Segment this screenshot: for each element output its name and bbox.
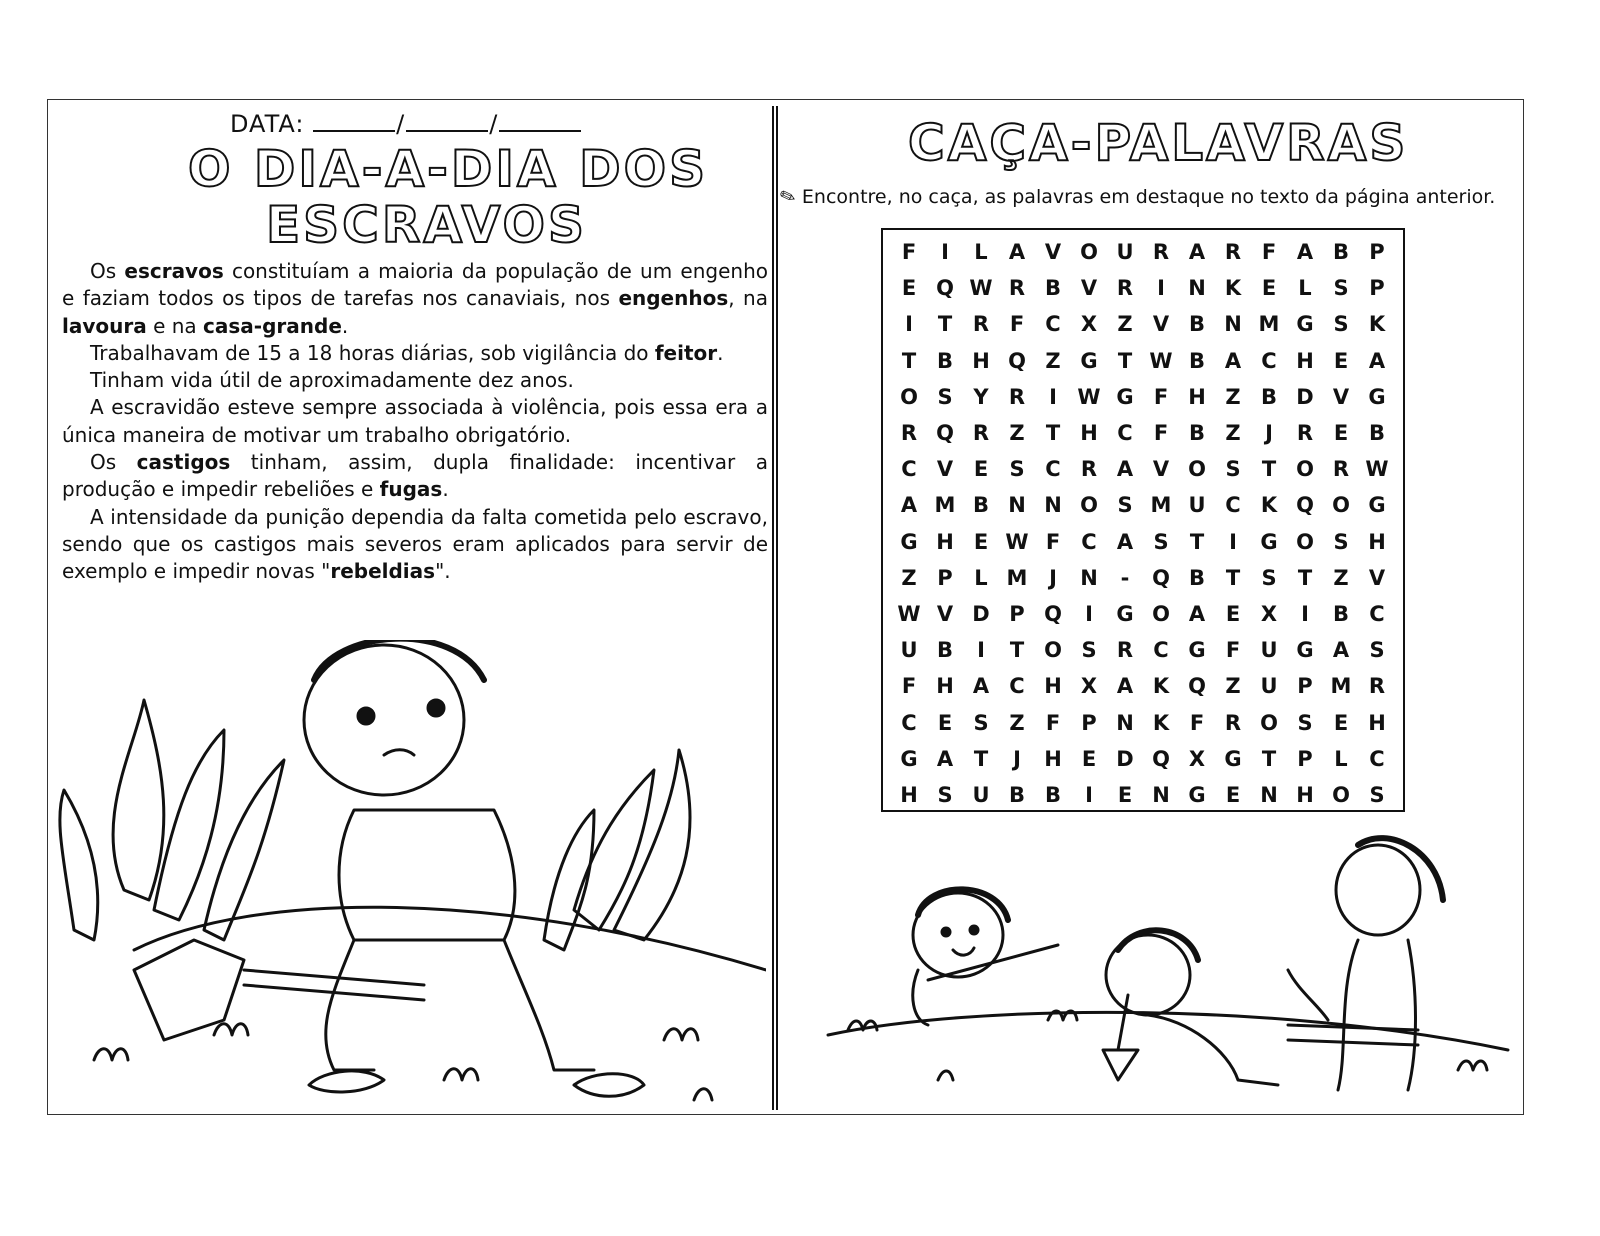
grid-letter[interactable]: W <box>1365 457 1389 482</box>
grid-letter[interactable]: I <box>1157 276 1165 301</box>
grid-row <box>891 777 1395 813</box>
grid-letter[interactable]: A <box>936 746 954 771</box>
grid-row <box>891 234 1395 270</box>
grid-letter[interactable]: K <box>1152 674 1170 699</box>
grid-row <box>891 343 1395 379</box>
grid-letter[interactable]: Y <box>973 384 989 409</box>
grid-row <box>891 415 1395 451</box>
grid-letter[interactable]: H <box>1044 674 1062 699</box>
grid-letter[interactable]: A <box>900 493 918 518</box>
grid-letter[interactable]: V <box>1152 312 1170 337</box>
grid-letter[interactable]: O <box>1188 457 1206 482</box>
grid-letter[interactable]: V <box>1368 565 1386 590</box>
grid-letter[interactable]: G <box>900 746 918 771</box>
grid-letter[interactable]: E <box>1117 782 1133 807</box>
highlight-word: fugas <box>379 477 443 502</box>
grid-letter[interactable]: L <box>1334 746 1348 771</box>
grid-letter[interactable]: B <box>1188 421 1205 446</box>
grid-letter[interactable]: R <box>1152 240 1170 265</box>
grid-letter[interactable]: B <box>1332 240 1349 265</box>
grid-letter[interactable]: G <box>1116 601 1134 626</box>
grid-letter[interactable]: O <box>1332 782 1350 807</box>
grid-letter[interactable]: C <box>1153 638 1169 663</box>
grid-letter[interactable]: A <box>1116 529 1134 554</box>
grid-letter[interactable]: H <box>936 674 954 699</box>
grid-letter[interactable]: H <box>1368 710 1386 735</box>
grid-letter[interactable]: N <box>1044 493 1062 518</box>
grid-letter[interactable]: O <box>1080 493 1098 518</box>
grid-letter[interactable]: S <box>1333 276 1349 301</box>
grid-letter[interactable]: X <box>1080 312 1098 337</box>
grid-letter[interactable]: T <box>1261 746 1277 771</box>
grid-letter[interactable]: U <box>1260 674 1278 699</box>
grid-letter[interactable]: T <box>901 348 917 373</box>
grid-letter[interactable]: B <box>1260 384 1277 409</box>
grid-letter[interactable]: G <box>1296 312 1314 337</box>
grid-letter[interactable]: A <box>1368 348 1386 373</box>
grid-letter[interactable]: P <box>1081 710 1097 735</box>
grid-letter[interactable]: E <box>901 276 917 301</box>
worksheet <box>47 99 1524 1115</box>
grid-letter[interactable]: X <box>1188 746 1206 771</box>
grid-letter[interactable]: U <box>1260 638 1278 663</box>
grid-letter[interactable]: W <box>969 276 993 301</box>
grid-letter[interactable]: S <box>937 384 953 409</box>
highlight-word: feitor <box>654 340 718 365</box>
grid-letter[interactable]: F <box>1045 710 1061 735</box>
grid-letter[interactable]: E <box>1261 276 1277 301</box>
grid-letter[interactable]: G <box>900 529 918 554</box>
grid-letter[interactable]: U <box>900 638 918 663</box>
grid-letter[interactable]: T <box>1189 529 1205 554</box>
grid-letter[interactable]: A <box>1188 601 1206 626</box>
grid-row <box>891 524 1395 560</box>
grid-letter[interactable]: R <box>1008 276 1026 301</box>
grid-letter[interactable]: G <box>1368 493 1386 518</box>
grid-letter[interactable]: G <box>1188 638 1206 663</box>
grid-letter[interactable]: P <box>1297 674 1313 699</box>
grid-letter[interactable]: B <box>1188 348 1205 373</box>
grid-letter[interactable]: C <box>1009 674 1025 699</box>
grid-letter[interactable]: J <box>1049 565 1057 590</box>
grid-letter[interactable]: T <box>1045 421 1061 446</box>
grid-letter[interactable]: Z <box>1225 384 1241 409</box>
grid-letter[interactable]: R <box>1224 240 1242 265</box>
grid-letter[interactable]: A <box>1008 240 1026 265</box>
page-title-line1: O DIA-A-DIA DOS <box>188 140 709 198</box>
grid-letter[interactable]: N <box>1152 782 1170 807</box>
grid-letter[interactable]: W <box>897 601 921 626</box>
grid-letter[interactable]: G <box>1188 782 1206 807</box>
grid-letter[interactable]: O <box>1296 457 1314 482</box>
highlight-word: lavoura <box>62 313 147 338</box>
grid-letter[interactable]: V <box>936 601 954 626</box>
grid-letter[interactable]: U <box>1188 493 1206 518</box>
grid-letter[interactable]: G <box>1080 348 1098 373</box>
grid-letter[interactable]: S <box>1261 565 1277 590</box>
date-separator: / <box>396 110 406 138</box>
grid-letter[interactable]: Q <box>1008 348 1026 373</box>
grid-letter[interactable]: L <box>974 240 988 265</box>
grid-letter[interactable]: A <box>1116 674 1134 699</box>
grid-letter[interactable]: S <box>1297 710 1313 735</box>
instruction-text: ✎ Encontre, no caça, as palavras em destaque no texto da página anterior. <box>776 183 1496 211</box>
grid-letter[interactable]: F <box>1153 421 1169 446</box>
grid-letter[interactable]: V <box>1080 276 1098 301</box>
grid-letter[interactable]: B <box>1188 312 1205 337</box>
grid-letter[interactable]: Z <box>1225 674 1241 699</box>
grid-row <box>891 379 1395 415</box>
grid-letter[interactable]: F <box>1153 384 1169 409</box>
grid-letter[interactable]: I <box>1049 384 1057 409</box>
grid-letter[interactable]: C <box>1045 312 1061 337</box>
grid-letter[interactable]: R <box>900 421 918 446</box>
reading-text <box>62 258 768 586</box>
grid-letter[interactable]: T <box>1261 457 1277 482</box>
grid-letter[interactable]: V <box>1152 457 1170 482</box>
grid-letter[interactable]: W <box>1077 384 1101 409</box>
grid-letter[interactable]: S <box>1153 529 1169 554</box>
grid-letter[interactable]: M <box>934 493 956 518</box>
grid-letter[interactable]: N <box>1116 710 1134 735</box>
grid-letter[interactable]: Q <box>1152 565 1170 590</box>
grid-letter[interactable]: T <box>1225 565 1241 590</box>
grid-letter[interactable]: H <box>1188 384 1206 409</box>
grid-row <box>891 487 1395 523</box>
grid-letter[interactable]: I <box>977 638 985 663</box>
grid-letter[interactable]: E <box>1225 782 1241 807</box>
grid-letter[interactable]: S <box>1009 457 1025 482</box>
grid-letter[interactable]: B <box>972 493 989 518</box>
grid-letter[interactable]: A <box>1296 240 1314 265</box>
grid-letter[interactable]: E <box>1225 601 1241 626</box>
grid-letter[interactable]: M <box>1330 674 1352 699</box>
grid-letter[interactable]: R <box>1008 384 1026 409</box>
grid-letter[interactable]: S <box>1117 493 1133 518</box>
date-line <box>230 108 581 138</box>
grid-letter[interactable]: G <box>1260 529 1278 554</box>
grid-letter[interactable]: P <box>1009 601 1025 626</box>
grid-letter[interactable]: B <box>1044 276 1061 301</box>
grid-letter[interactable]: C <box>1261 348 1277 373</box>
grid-letter[interactable]: U <box>1116 240 1134 265</box>
grid-letter[interactable]: S <box>1369 782 1385 807</box>
grid-letter[interactable]: C <box>1117 421 1133 446</box>
grid-letter[interactable]: D <box>1296 384 1314 409</box>
grid-letter[interactable]: K <box>1152 710 1170 735</box>
grid-letter[interactable]: J <box>1013 746 1021 771</box>
grid-letter[interactable]: S <box>1225 457 1241 482</box>
grid-letter[interactable]: Z <box>1333 565 1349 590</box>
grid-letter[interactable]: I <box>1085 782 1093 807</box>
grid-letter[interactable]: M <box>1006 565 1028 590</box>
grid-letter[interactable]: O <box>1296 529 1314 554</box>
grid-row <box>891 560 1395 596</box>
grid-letter[interactable]: H <box>972 348 990 373</box>
grid-letter[interactable]: R <box>1116 276 1134 301</box>
grid-letter[interactable]: G <box>1224 746 1242 771</box>
grid-row <box>891 306 1395 342</box>
highlight-word: engenhos <box>618 286 729 311</box>
grid-letter[interactable]: Z <box>1225 421 1241 446</box>
grid-letter[interactable]: N <box>1080 565 1098 590</box>
paragraph-3: Tinham vida útil de aproximadamente dez anos. <box>90 368 574 393</box>
grid-letter[interactable]: F <box>1189 710 1205 735</box>
grid-letter[interactable]: B <box>1044 782 1061 807</box>
grid-letter[interactable]: L <box>974 565 988 590</box>
grid-letter[interactable]: H <box>900 782 918 807</box>
grid-row <box>891 451 1395 487</box>
grid-letter[interactable]: P <box>1369 276 1385 301</box>
grid-row <box>891 704 1395 740</box>
grid-letter[interactable]: E <box>937 710 953 735</box>
grid-letter[interactable]: V <box>1332 384 1350 409</box>
grid-letter[interactable]: E <box>973 529 989 554</box>
paragraph-1: Os escravos constituíam a maioria da população de um engenho e faziam todos os tipos de tarefas nos canaviais, nos engenhos, na lavoura e na casa-grande. <box>62 259 768 338</box>
grid-letter[interactable]: T <box>973 746 989 771</box>
grid-letter[interactable]: F <box>1261 240 1277 265</box>
grid-letter[interactable]: O <box>1260 710 1278 735</box>
grid-letter[interactable]: R <box>1224 710 1242 735</box>
grid-letter[interactable]: - <box>1120 565 1130 590</box>
date-year-blank[interactable] <box>499 108 581 132</box>
grid-letter[interactable]: T <box>1009 638 1025 663</box>
grid-letter[interactable]: B <box>1188 565 1205 590</box>
grid-letter[interactable]: C <box>1369 746 1385 771</box>
grid-letter[interactable]: C <box>1225 493 1241 518</box>
grid-row <box>891 632 1395 668</box>
date-month-blank[interactable] <box>406 108 488 132</box>
grid-letter[interactable]: O <box>1080 240 1098 265</box>
grid-letter[interactable]: H <box>936 529 954 554</box>
grid-letter[interactable]: O <box>1332 493 1350 518</box>
highlight-word: casa-grande <box>203 313 342 338</box>
grid-letter[interactable]: H <box>1296 782 1314 807</box>
grid-letter[interactable]: A <box>1116 457 1134 482</box>
grid-letter[interactable]: T <box>1117 348 1133 373</box>
grid-letter[interactable]: O <box>1044 638 1062 663</box>
grid-letter[interactable]: B <box>936 348 953 373</box>
grid-letter[interactable]: M <box>1150 493 1172 518</box>
children-digging-illustration <box>818 820 1518 1110</box>
highlight-word: escravos <box>124 259 224 283</box>
grid-letter[interactable]: C <box>1045 457 1061 482</box>
grid-letter[interactable]: A <box>1224 348 1242 373</box>
grid-letter[interactable]: R <box>1296 421 1314 446</box>
grid-letter[interactable]: R <box>1116 638 1134 663</box>
grid-letter[interactable]: I <box>1301 601 1309 626</box>
grid-letter[interactable]: Q <box>1296 493 1314 518</box>
grid-letter[interactable]: V <box>936 457 954 482</box>
pencil-icon: ✎ <box>776 183 800 211</box>
grid-letter[interactable]: G <box>1368 384 1386 409</box>
grid-letter[interactable]: D <box>972 601 990 626</box>
grid-letter[interactable]: R <box>1332 457 1350 482</box>
date-label: DATA: <box>230 110 305 138</box>
word-search-grid[interactable] <box>881 228 1405 812</box>
grid-letter[interactable]: E <box>1333 421 1349 446</box>
grid-letter[interactable]: Z <box>901 565 917 590</box>
grid-letter[interactable]: B <box>1008 782 1025 807</box>
word-search-title: CAÇA-PALAVRAS <box>908 114 1409 172</box>
grid-letter[interactable]: R <box>1368 674 1386 699</box>
grid-letter[interactable]: B <box>936 638 953 663</box>
grid-letter[interactable]: L <box>1298 276 1312 301</box>
grid-letter[interactable]: F <box>901 240 917 265</box>
grid-letter[interactable]: C <box>1369 601 1385 626</box>
grid-letter[interactable]: N <box>1008 493 1026 518</box>
grid-letter[interactable]: S <box>1081 638 1097 663</box>
grid-letter[interactable]: Q <box>936 276 954 301</box>
grid-letter[interactable]: C <box>901 457 917 482</box>
date-separator: / <box>489 110 499 138</box>
grid-letter[interactable]: F <box>1009 312 1025 337</box>
grid-letter[interactable]: E <box>1081 746 1097 771</box>
grid-letter[interactable]: F <box>1225 638 1241 663</box>
grid-letter[interactable]: G <box>1116 384 1134 409</box>
grid-row <box>891 596 1395 632</box>
grid-letter[interactable]: B <box>1332 601 1349 626</box>
grid-letter[interactable]: O <box>900 384 918 409</box>
grid-letter[interactable]: R <box>972 312 990 337</box>
grid-letter[interactable]: I <box>1229 529 1237 554</box>
grid-letter[interactable]: C <box>1081 529 1097 554</box>
grid-letter[interactable]: P <box>1369 240 1385 265</box>
grid-letter[interactable]: K <box>1260 493 1278 518</box>
grid-letter[interactable]: M <box>1258 312 1280 337</box>
grid-letter[interactable]: I <box>1085 601 1093 626</box>
paragraph-6: A intensidade da punição dependia da falta cometida pelo escravo, sendo que os castigos mais severos eram aplicados para servir de exemplo e impedir novas "rebeldias". <box>62 504 768 584</box>
grid-letter[interactable]: N <box>1188 276 1206 301</box>
grid-letter[interactable]: P <box>1297 746 1313 771</box>
grid-letter[interactable]: A <box>972 674 990 699</box>
grid-letter[interactable]: U <box>972 782 990 807</box>
grid-letter[interactable]: H <box>1044 746 1062 771</box>
paragraph-5: Os castigos tinham, assim, dupla finalidade: incentivar a produção e impedir rebeliões e fugas. <box>62 450 768 502</box>
grid-letter[interactable]: S <box>1333 312 1349 337</box>
grid-letter[interactable]: Z <box>1009 710 1025 735</box>
grid-letter[interactable]: V <box>1044 240 1062 265</box>
grid-letter[interactable]: R <box>972 421 990 446</box>
grid-letter[interactable]: T <box>937 312 953 337</box>
grid-letter[interactable]: F <box>1045 529 1061 554</box>
grid-letter[interactable]: I <box>941 240 949 265</box>
grid-letter[interactable]: S <box>1333 529 1349 554</box>
grid-letter[interactable]: Q <box>1152 746 1170 771</box>
grid-letter[interactable]: N <box>1224 312 1242 337</box>
grid-letter[interactable]: Z <box>1009 421 1025 446</box>
grid-letter[interactable]: H <box>1296 348 1314 373</box>
grid-letter[interactable]: J <box>1265 421 1273 446</box>
date-day-blank[interactable] <box>313 108 395 132</box>
paragraph-4: A escravidão esteve sempre associada à violência, pois essa era a única maneira de motivar um trabalho obrigatório. <box>62 395 768 447</box>
boy-digging-illustration <box>54 640 766 1110</box>
grid-letter[interactable]: W <box>1149 348 1173 373</box>
grid-letter[interactable]: E <box>973 457 989 482</box>
grid-row <box>891 270 1395 306</box>
grid-letter[interactable]: A <box>1332 638 1350 663</box>
grid-letter[interactable]: C <box>901 710 917 735</box>
grid-letter[interactable]: X <box>1080 674 1098 699</box>
grid-letter[interactable]: K <box>1368 312 1386 337</box>
grid-letter[interactable]: N <box>1260 782 1278 807</box>
grid-letter[interactable]: F <box>901 674 917 699</box>
paragraph-2: Trabalhavam de 15 a 18 horas diárias, sob vigilância do feitor. <box>90 340 724 365</box>
grid-letter[interactable]: X <box>1260 601 1278 626</box>
grid-letter[interactable]: K <box>1224 276 1242 301</box>
grid-letter[interactable]: Q <box>1188 674 1206 699</box>
grid-letter[interactable]: Z <box>1117 312 1133 337</box>
grid-letter[interactable]: S <box>1369 638 1385 663</box>
grid-row <box>891 668 1395 704</box>
grid-letter[interactable]: T <box>1297 565 1313 590</box>
grid-row <box>891 741 1395 777</box>
grid-letter[interactable]: E <box>1333 348 1349 373</box>
grid-letter[interactable]: H <box>1080 421 1098 446</box>
grid-letter[interactable]: I <box>905 312 913 337</box>
page-divider <box>772 106 778 1110</box>
grid-letter[interactable]: A <box>1188 240 1206 265</box>
grid-letter[interactable]: D <box>1116 746 1134 771</box>
grid-letter[interactable]: Q <box>936 421 954 446</box>
grid-letter[interactable]: Z <box>1045 348 1061 373</box>
grid-letter[interactable]: G <box>1296 638 1314 663</box>
grid-letter[interactable]: H <box>1368 529 1386 554</box>
grid-letter[interactable]: O <box>1152 601 1170 626</box>
grid-letter[interactable]: S <box>937 782 953 807</box>
grid-letter[interactable]: P <box>937 565 953 590</box>
grid-letter[interactable]: E <box>1333 710 1349 735</box>
grid-letter[interactable]: Q <box>1044 601 1062 626</box>
page-title-line2: ESCRAVOS <box>266 196 587 254</box>
grid-letter[interactable]: R <box>1080 457 1098 482</box>
grid-letter[interactable]: S <box>973 710 989 735</box>
grid-letter[interactable]: B <box>1368 421 1385 446</box>
highlight-word: rebeldias <box>330 559 436 584</box>
grid-letter[interactable]: W <box>1005 529 1029 554</box>
highlight-word: castigos <box>136 450 231 475</box>
